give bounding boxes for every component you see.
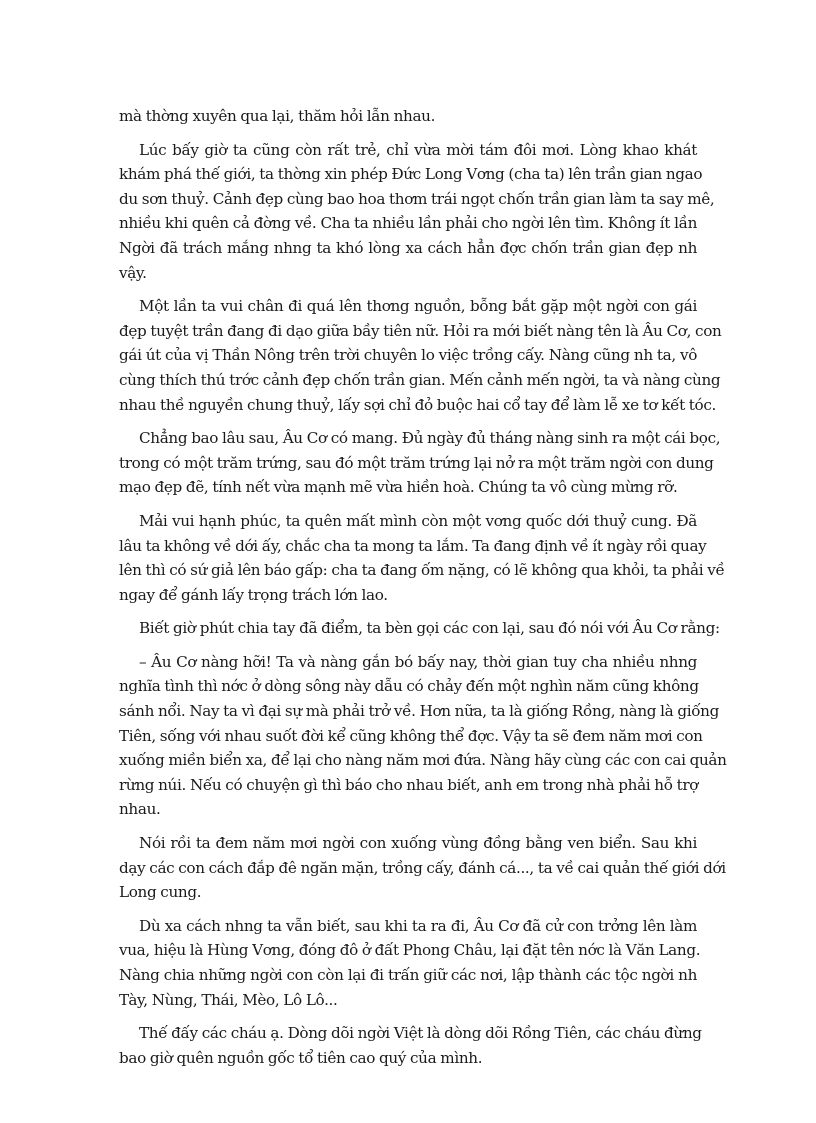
text-line: – Âu Cơ nàng hỡi! Ta và nàng gắn bó bấy nay, thời gian tuy cha nhiều nhng <box>139 652 697 671</box>
paragraph-1 <box>119 104 697 129</box>
text-line: dạy các con cách đắp đê ngăn mặn, trồng cấy, đánh cá..., ta về cai quản thế giới dới <box>119 858 726 877</box>
text-line: lên thì có sứ giả lên báo gấp: cha ta đang ốm nặng, có lẽ không qua khỏi, ta phải về <box>119 561 725 580</box>
paragraph-10 <box>119 1021 702 1070</box>
text-line: gái út của vị Thần Nông trên trời chuyên lo việc trồng cấy. Nàng cũng nh ta, vô <box>119 346 697 365</box>
paragraph-5 <box>119 509 725 607</box>
paragraph-7-dialogue <box>119 650 727 822</box>
text-line: rừng núi. Nếu có chuyện gì thì báo cho nhau biết, anh em trong nhà phải hỗ trợ <box>119 775 699 794</box>
text-line: Nàng chia những ngời con còn lại đi trấn giữ các nơi, lập thành các tộc ngời nh <box>119 966 697 984</box>
text-line: nhiều khi quên cả đờng về. Cha ta nhiều lần phải cho ngời lên tìm. Không ít lần <box>119 214 697 233</box>
text-line: nhau thề nguyền chung thuỷ, lấy sợi chỉ đỏ buộc hai cổ tay để làm lễ xe tơ kết tóc. <box>119 395 716 414</box>
text-line: nghĩa tình thì nớc ở dòng sông này dẫu có chảy đến một nghìn năm cũng không <box>119 677 699 696</box>
text-line: cùng thích thú trớc cảnh đẹp chốn trần gian. Mến cảnh mến ngời, ta và nàng cùng <box>119 370 721 389</box>
text-line: Tày, Nùng, Thái, Mèo, Lô Lô... <box>119 990 338 1009</box>
text-line: Lúc bấy giờ ta cũng còn rất trẻ, chỉ vừa mời tám đôi mơi. Lòng khao khát <box>139 140 697 159</box>
text-line: Thế đấy các cháu ạ. Dòng dõi ngời Việt là dòng dõi Rồng Tiên, các cháu đừng <box>139 1024 702 1043</box>
paragraph-9 <box>119 914 701 1012</box>
text-line: Long cung. <box>119 883 202 902</box>
text-line: bao giờ quên nguồn gốc tổ tiên cao quý của mình. <box>119 1048 483 1067</box>
document-page <box>119 104 727 1079</box>
text-line: Tiên, sống với nhau suốt đời kể cũng không thể đợc. Vậy ta sẽ đem năm mơi con <box>119 726 703 745</box>
text-line: trong có một trăm trứng, sau đó một trăm trứng lại nở ra một trăm ngời con dung <box>119 453 714 472</box>
text-line: sánh nổi. Nay ta vì đại sự mà phải trở về. Hơn nữa, ta là giống Rồng, nàng là giống <box>119 702 719 721</box>
paragraph-4 <box>119 426 721 500</box>
text-line: Một lần ta vui chân đi quá lên thơng nguồn, bỗng bắt gặp một ngời con gái <box>139 297 697 316</box>
text-line: du sơn thuỷ. Cảnh đẹp cùng bao hoa thơm trái ngọt chốn trần gian làm ta say mê, <box>119 189 715 208</box>
text-line: đẹp tuyệt trần đang đi dạo giữa bầy tiên nữ. Hỏi ra mới biết nàng tên là Âu Cơ, con <box>119 321 722 340</box>
paragraph-2 <box>119 138 715 286</box>
text-line: Dù xa cách nhng ta vẫn biết, sau khi ta ra đi, Âu Cơ đã cử con trởng lên làm <box>139 916 697 935</box>
text-line: Biết giờ phút chia tay đã điểm, ta bèn gọi các con lại, sau đó nói với Âu Cơ rằng: <box>139 619 720 638</box>
text-line: khám phá thế giới, ta thờng xin phép Đức Long Vơng (cha ta) lên trần gian ngao <box>119 165 703 184</box>
text-line: mà thờng xuyên qua lại, thăm hỏi lẫn nhau. <box>119 107 436 125</box>
text-line: ngay để gánh lấy trọng trách lớn lao. <box>119 585 388 604</box>
text-line: mạo đẹp đẽ, tính nết vừa mạnh mẽ vừa hiền hoà. Chúng ta vô cùng mừng rỡ. <box>119 478 678 497</box>
paragraph-6 <box>119 616 720 641</box>
paragraph-8 <box>119 831 726 905</box>
text-line: lâu ta không về dới ấy, chắc cha ta mong ta lắm. Ta đang định về ít ngày rồi quay <box>119 536 707 555</box>
text-line: xuống miền biển xa, để lại cho nàng năm mơi đứa. Nàng hãy cùng các con cai quản <box>119 751 727 770</box>
text-line: Mải vui hạnh phúc, ta quên mất mình còn một vơng quốc dới thuỷ cung. Đã <box>139 511 697 530</box>
text-line: Chẳng bao lâu sau, Âu Cơ có mang. Đủ ngày đủ tháng nàng sinh ra một cái bọc, <box>139 429 721 448</box>
text-line: Nói rồi ta đem năm mơi ngời con xuống vùng đồng bằng ven biển. Sau khi <box>139 834 697 853</box>
paragraph-3 <box>119 294 722 417</box>
text-line: vua, hiệu là Hùng Vơng, đóng đô ở đất Phong Châu, lại đặt tên nớc là Văn Lang. <box>119 941 701 960</box>
text-line: Ngời đã trách mắng nhng ta khó lòng xa cách hẳn đợc chốn trần gian đẹp nh <box>119 238 697 257</box>
text-line: vậy. <box>119 263 147 282</box>
text-line: nhau. <box>119 800 161 819</box>
